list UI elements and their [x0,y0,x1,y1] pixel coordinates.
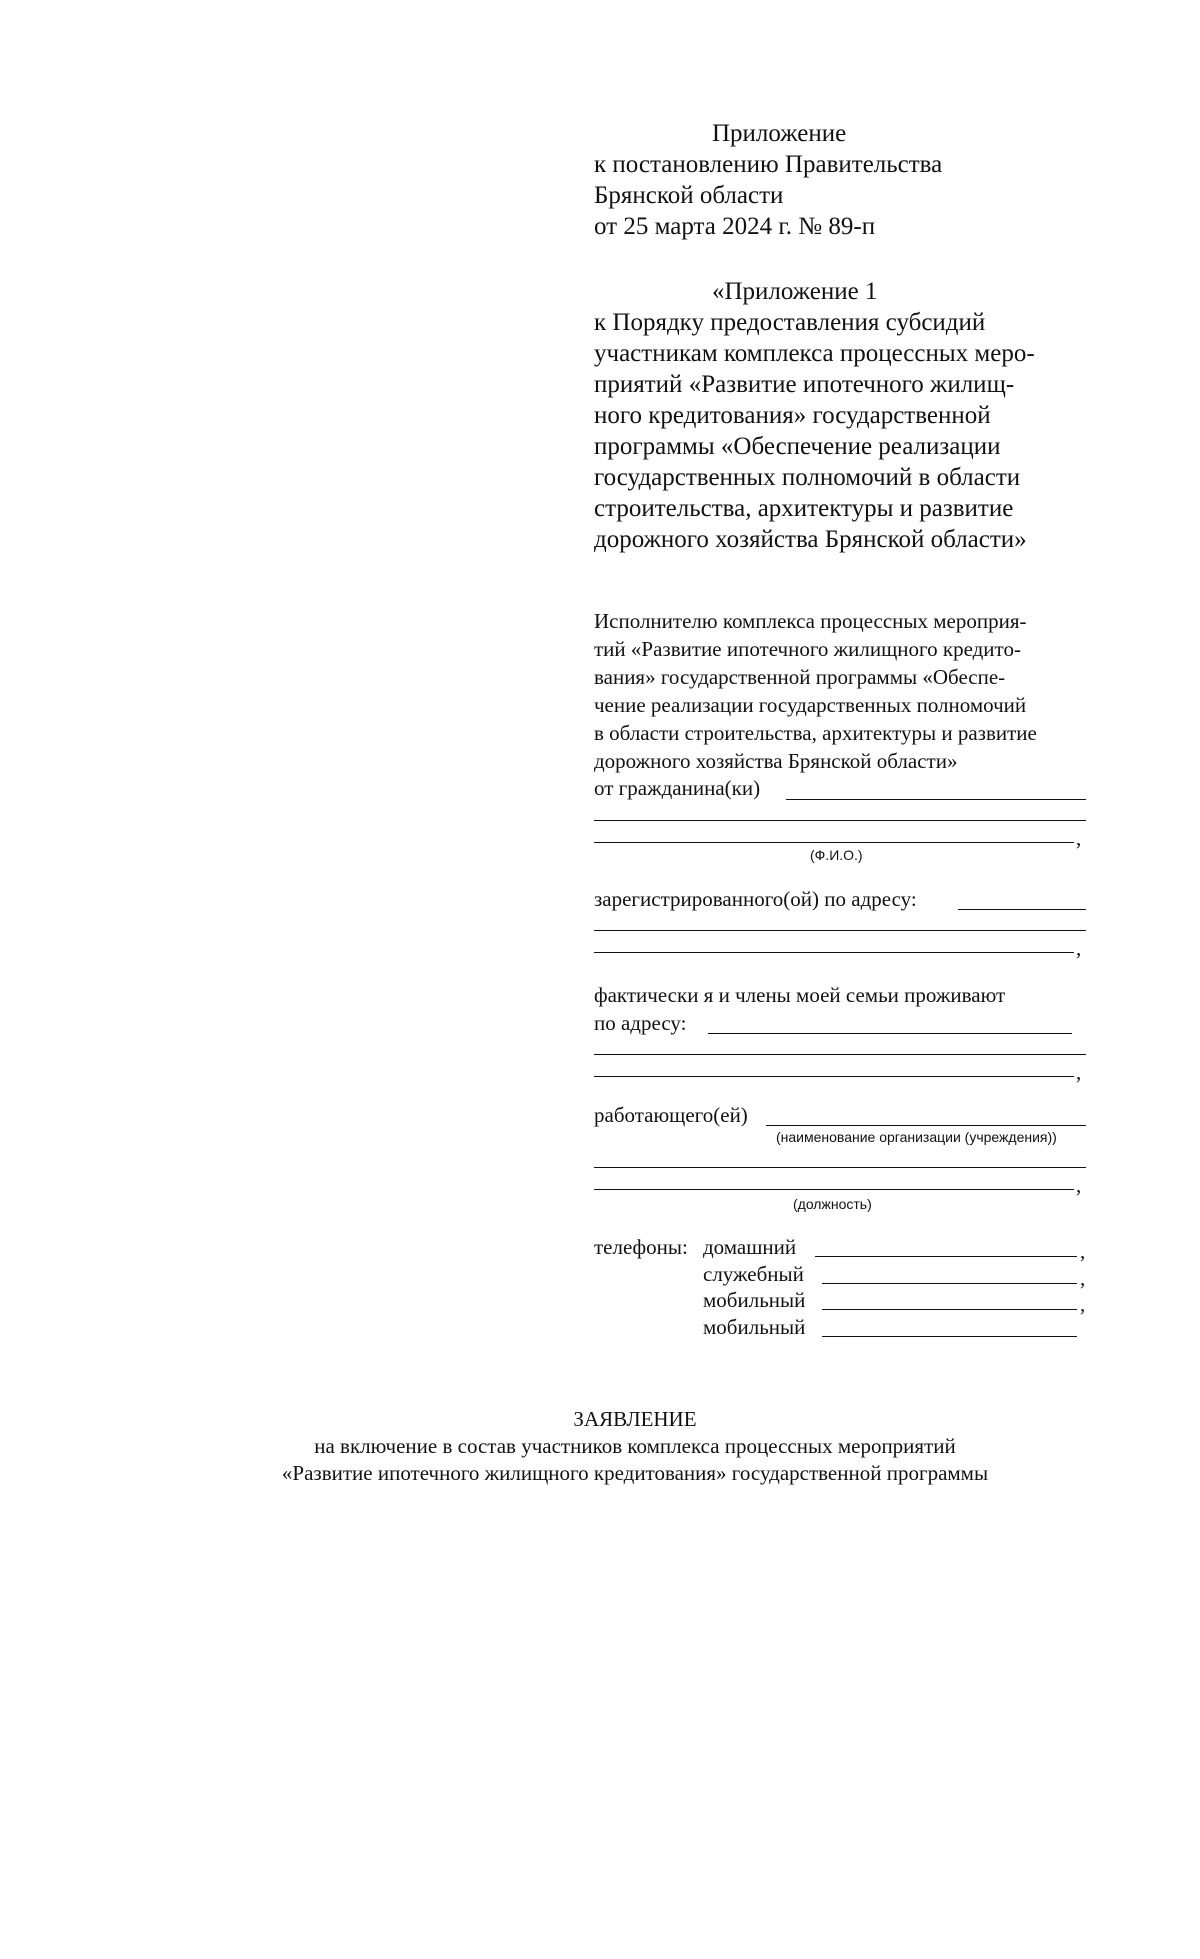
statement-line-1: на включение в состав участников комплекса процессных мероприятий [314,1434,956,1458]
from-citizen-label: от гражданина(ки) [594,776,761,800]
appendix-line: ного кредитования» государственной [594,402,991,429]
addressee-line: в области строительства, архитектуры и развитие [594,721,1037,745]
actual-address-line[interactable] [594,1054,1086,1055]
actual-address-label: фактически я и члены моей семьи проживают [594,983,1006,1007]
phone-mobile-label: мобильный [703,1288,806,1312]
header-date-number: от 25 марта 2024 г. № 89-п [594,213,876,240]
addressee-line: чение реализации государственных полномочий [594,693,1027,717]
registered-address-label: зарегистрированного(ой) по адресу: [594,887,917,911]
comma: , [1080,1239,1086,1263]
statement-title: ЗАЯВЛЕНИЕ [573,1407,697,1431]
appendix-line: приятий «Развитие ипотечного жилищ- [594,371,1015,398]
fio-blank-line[interactable] [594,820,1086,821]
position-line[interactable] [594,1189,1074,1190]
organization-line[interactable] [766,1125,1086,1126]
registered-address-line[interactable] [594,930,1086,931]
fio-caption: (Ф.И.О.) [810,847,863,863]
header-region-line: Брянской области [594,182,784,209]
appendix-title: «Приложение 1 [712,278,878,305]
header-decree-line: к постановлению Правительства [594,151,943,178]
appendix-line: к Порядку предоставления субсидий [594,309,986,336]
actual-address-label-2: по адресу: [594,1011,687,1035]
appendix-line: участникам комплекса процессных меро- [594,340,1035,367]
comma: , [1076,1060,1082,1084]
addressee-line: вания» государственной программы «Обеспе- [594,665,1006,689]
organization-caption: (наименование организации (учреждения)) [776,1129,1057,1145]
actual-address-line[interactable] [594,1076,1074,1077]
comma: , [1080,1292,1086,1316]
appendix-line: государственных полномочий в области [594,464,1021,491]
phone-home-line[interactable] [815,1256,1077,1257]
fio-blank-line[interactable] [594,842,1074,843]
comma: , [1076,826,1082,850]
phone-work-label: служебный [703,1262,804,1286]
phone-work-line[interactable] [822,1283,1077,1284]
phones-label: телефоны: [594,1235,688,1259]
fio-blank-line[interactable] [786,799,1086,800]
addressee-line: дорожного хозяйства Брянской области» [594,749,958,773]
appendix-line: программы «Обеспечение реализации [594,433,1001,460]
appendix-line: строительства, архитектуры и развитие [594,495,1014,522]
comma: , [1076,1173,1082,1197]
position-caption: (должность) [793,1196,872,1212]
phone-mobile-label-2: мобильный [703,1315,806,1339]
registered-address-line[interactable] [958,909,1086,910]
statement-line-2: «Развитие ипотечного жилищного кредитования» государственной программы [281,1461,989,1485]
addressee-line: Исполнителю комплекса процессных мероприя- [594,609,1027,633]
appendix-line: дорожного хозяйства Брянской области» [594,526,1027,553]
phone-home-label: домашний [703,1235,797,1259]
registered-address-line[interactable] [594,952,1074,953]
working-label: работающего(ей) [594,1103,748,1127]
addressee-line: тий «Развитие ипотечного жилищного кредито- [594,637,1021,661]
comma: , [1080,1266,1086,1290]
comma: , [1076,936,1082,960]
phone-mobile-line-2[interactable] [822,1336,1077,1337]
header-appendix-title: Приложение [712,120,847,147]
position-line[interactable] [594,1167,1086,1168]
phone-mobile-line[interactable] [822,1309,1077,1310]
actual-address-line[interactable] [708,1033,1072,1034]
